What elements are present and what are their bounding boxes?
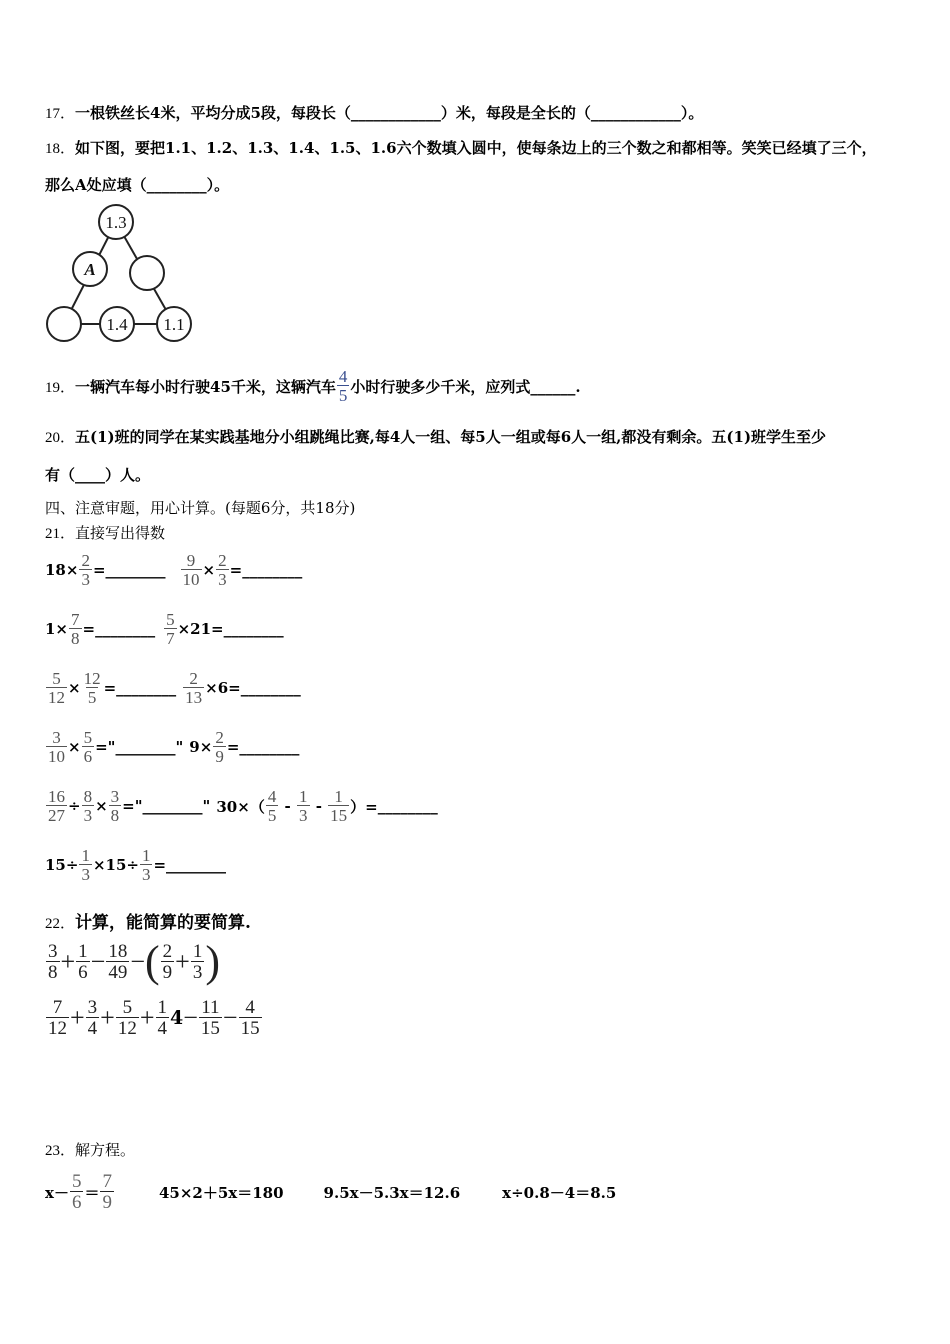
denominator: 9 xyxy=(215,747,224,766)
fraction xyxy=(82,788,95,824)
denominator: 8 xyxy=(48,962,58,983)
expr-text: 15÷ xyxy=(45,856,79,874)
numerator: 3 xyxy=(52,728,61,747)
fraction xyxy=(213,729,226,765)
denominator: 6 xyxy=(83,747,93,766)
fraction xyxy=(239,998,262,1038)
numerator: 1 xyxy=(141,846,151,865)
circle-bottom-mid-label: 1.4 xyxy=(106,315,128,334)
denominator: 3 xyxy=(299,806,308,825)
numerator: 18 xyxy=(108,941,128,962)
fraction xyxy=(79,847,92,883)
numerator: 2 xyxy=(215,728,224,747)
fraction xyxy=(82,670,103,706)
q21-row-2: 1× $\frac{7}{8}$ = ________ $\frac{5}{7}$ ×21= ________ xyxy=(45,610,284,648)
fraction xyxy=(69,611,82,647)
numerator: 5 xyxy=(83,728,93,747)
denominator: 3 xyxy=(218,570,227,589)
denominator: 12 xyxy=(48,1018,67,1039)
numerator: 5 xyxy=(122,997,133,1018)
numerator: 2 xyxy=(189,669,198,688)
denominator: 10 xyxy=(48,747,65,766)
denominator: 13 xyxy=(185,688,203,707)
expr-text: ×21= xyxy=(177,620,224,638)
answer-blank: ________ xyxy=(142,797,203,815)
answer-blank: ________ xyxy=(116,679,177,697)
denominator: 3 xyxy=(81,570,90,589)
fraction xyxy=(140,847,153,883)
fraction xyxy=(116,998,139,1038)
question-23-title xyxy=(45,1139,135,1160)
numerator: 1 xyxy=(157,997,168,1018)
denominator: 27 xyxy=(48,806,65,825)
question-number: 22． xyxy=(45,916,76,932)
question-text: 那么A处应填（________）。 xyxy=(45,176,230,194)
numerator: 16 xyxy=(48,787,65,806)
fraction xyxy=(70,1172,84,1212)
expr-text: 1× xyxy=(45,620,69,638)
question-text: 一辆汽车每小时行驶45千米，这辆汽车 xyxy=(75,377,336,396)
denominator: 15 xyxy=(330,806,348,825)
fraction xyxy=(164,611,177,647)
question-number: 19． xyxy=(45,379,76,396)
question-17 xyxy=(45,102,703,123)
numerator: 7 xyxy=(71,610,80,629)
q21-row-1: 18× $\frac{2}{3}$ = ________ $\frac{9}{10}$ × $\frac{2}{3}$ = ________ xyxy=(45,551,303,589)
section-4-title xyxy=(45,497,355,518)
denominator: 8 xyxy=(110,806,120,825)
question-number: 17． xyxy=(45,106,76,122)
fraction xyxy=(76,942,90,982)
numerator: 7 xyxy=(102,1171,112,1192)
question-text: 小时行驶多少千米，应列式______. xyxy=(350,377,581,396)
q23-equations xyxy=(45,1172,616,1212)
denominator: 4 xyxy=(157,1018,168,1039)
denominator: 5 xyxy=(338,386,348,405)
fraction xyxy=(46,670,67,706)
question-number: 18． xyxy=(45,141,76,157)
numerator: 11 xyxy=(201,997,220,1018)
numerator: 2 xyxy=(162,941,173,962)
expr-text: 30×（ xyxy=(216,797,265,816)
fraction xyxy=(46,788,67,824)
equation-3: 9.5x－5.3x＝12.6 xyxy=(323,1183,461,1202)
denominator: 5 xyxy=(87,688,97,707)
expr-text: " xyxy=(175,738,184,756)
answer-blank: ________ xyxy=(115,738,176,756)
numerator: 5 xyxy=(166,610,175,629)
expr-text: ×15÷ xyxy=(92,856,139,874)
answer-blank: ________ xyxy=(240,679,301,697)
denominator: 3 xyxy=(81,865,90,884)
denominator: 5 xyxy=(267,806,277,825)
denominator: 3 xyxy=(192,962,203,983)
question-number: 21． xyxy=(45,526,76,542)
q22-expression-2: $\frac{7}{12}$ + $\frac{3}{4}$ + $\frac{5}{12}$ + $\frac{1}{4}$ 4 − $\frac{11}{15}$ − $\frac{4}{15}$ xyxy=(48,997,260,1039)
question-number: 23． xyxy=(45,1143,76,1159)
question-21-title xyxy=(45,522,165,543)
numerator: 9 xyxy=(186,551,196,570)
fraction xyxy=(199,998,222,1038)
answer-blank: ________ xyxy=(377,797,438,815)
expr-text: " xyxy=(202,797,211,815)
denominator: 8 xyxy=(71,629,80,648)
question-text: 有（____）人。 xyxy=(45,466,151,484)
fraction xyxy=(161,942,175,982)
answer-blank: ________ xyxy=(166,856,227,874)
numerator: 3 xyxy=(48,941,58,962)
expr-text: =" xyxy=(95,738,116,756)
question-text: 一根铁丝长4米，平均分成5段，每段长（____________）米，每段是全长的（____________）。 xyxy=(75,104,704,122)
fraction xyxy=(82,729,95,765)
equation-text: x－ xyxy=(45,1183,69,1202)
expr-text: 9× xyxy=(189,738,213,756)
fraction xyxy=(46,942,60,982)
circle-bottom-right-label: 1.1 xyxy=(163,315,185,334)
section-title: 四、注意审题，用心计算。(每题6分，共18分) xyxy=(45,499,356,517)
circle-bottom-left xyxy=(47,307,81,341)
q21-row-5: $\frac{16}{27}$ ÷ $\frac{8}{3}$ × $\frac{3}{8}$ =" ________ " 30×（ $\frac{4}{5}$ - $\frac{1}{3}$ - $\frac{1}{15}$ ）= ________ xyxy=(48,787,438,825)
numerator: 4 xyxy=(338,367,348,386)
denominator: 15 xyxy=(200,1018,220,1039)
fraction xyxy=(216,552,229,588)
q21-row-3: $\frac{5}{12}$ × $\frac{12}{5}$ = ________ $\frac{2}{13}$ ×6= ________ xyxy=(48,669,301,707)
numerator: 3 xyxy=(110,787,120,806)
question-20-line2 xyxy=(45,464,150,485)
numerator: 1 xyxy=(192,941,203,962)
question-text: 计算，能简算的要简算. xyxy=(75,913,251,933)
answer-blank: ________ xyxy=(223,620,284,638)
numerator: 3 xyxy=(87,997,98,1018)
numerator: 4 xyxy=(267,787,277,806)
denominator: 4 xyxy=(87,1018,98,1039)
fraction xyxy=(328,788,349,824)
fraction xyxy=(46,729,67,765)
q22-expression-1: $\frac{3}{8}$ + $\frac{1}{6}$ − $\frac{18}{49}$ − ( $\frac{2}{9}$ + $\frac{1}{3}$ ) xyxy=(48,937,220,986)
answer-blank: ________ xyxy=(239,738,300,756)
expr-text: 18× xyxy=(45,561,79,579)
fraction xyxy=(181,552,202,588)
fraction xyxy=(266,788,279,824)
fraction xyxy=(183,670,204,706)
equation-text: ＝ xyxy=(84,1183,100,1202)
triangle-circle-diagram xyxy=(44,202,199,345)
fraction xyxy=(106,942,129,982)
denominator: 9 xyxy=(102,1192,112,1213)
answer-blank: ________ xyxy=(105,561,166,579)
question-20-line1 xyxy=(45,426,826,447)
numerator: 1 xyxy=(334,787,343,806)
denominator: 49 xyxy=(108,962,128,983)
question-text: 直接写出得数 xyxy=(75,524,166,542)
q21-row-6: 15÷ $\frac{1}{3}$ ×15÷ $\frac{1}{3}$ = ________ xyxy=(45,846,227,884)
numerator: 5 xyxy=(52,669,61,688)
numerator: 1 xyxy=(299,787,308,806)
denominator: 3 xyxy=(83,806,93,825)
denominator: 6 xyxy=(71,1192,82,1213)
numerator: 1 xyxy=(81,846,90,865)
denominator: 7 xyxy=(166,629,175,648)
question-19 xyxy=(45,368,581,404)
numerator: 4 xyxy=(245,997,255,1018)
equation-2: 45×2＋5x＝180 xyxy=(158,1183,284,1202)
question-18-line2 xyxy=(45,174,229,195)
fraction xyxy=(79,552,92,588)
numerator: 7 xyxy=(52,997,63,1018)
numerator: 8 xyxy=(83,787,93,806)
circle-top-label: 1.3 xyxy=(105,213,127,232)
expr-text: ）= xyxy=(350,797,378,816)
expr-text: 4 xyxy=(170,1007,184,1029)
equation-4: x÷0.8－4＝8.5 xyxy=(502,1183,617,1202)
numerator: 1 xyxy=(78,941,88,962)
q21-row-4: $\frac{3}{10}$ × $\frac{5}{6}$ =" ________ " 9× $\frac{2}{9}$ = ________ xyxy=(48,728,300,766)
numerator: 5 xyxy=(71,1171,82,1192)
expr-text: ×6= xyxy=(205,679,241,697)
answer-blank: ________ xyxy=(242,561,303,579)
fraction xyxy=(297,788,310,824)
question-22-title xyxy=(45,908,251,933)
fraction xyxy=(191,942,205,982)
denominator: 6 xyxy=(78,962,88,983)
denominator: 3 xyxy=(141,865,151,884)
fraction xyxy=(86,998,100,1038)
question-18-line1 xyxy=(45,137,877,158)
fraction xyxy=(46,998,69,1038)
fraction xyxy=(156,998,170,1038)
fraction xyxy=(100,1172,114,1212)
fraction xyxy=(109,788,122,824)
question-text: 解方程。 xyxy=(75,1141,136,1159)
question-text: 如下图，要把1.1、1.2、1.3、1.4、1.5、1.6六个数填入圆中，使每条边上的三个数之和都相等。笑笑已经填了三个， xyxy=(75,139,877,157)
question-text: 五(1)班的同学在某实践基地分小组跳绳比赛,每4人一组、每5人一组或每6人一组,都没有剩余。五(1)班学生至少 xyxy=(75,428,827,446)
answer-blank: ________ xyxy=(95,620,156,638)
numerator: 2 xyxy=(81,551,90,570)
circle-right-mid xyxy=(130,256,164,290)
denominator: 12 xyxy=(117,1018,137,1039)
denominator: 9 xyxy=(162,962,173,983)
numerator: 12 xyxy=(83,669,101,688)
denominator: 10 xyxy=(182,570,200,589)
denominator: 12 xyxy=(48,688,65,707)
circle-left-mid-label: A xyxy=(84,260,96,279)
fraction xyxy=(337,368,350,404)
numerator: 2 xyxy=(218,551,227,570)
denominator: 15 xyxy=(240,1018,260,1039)
expr-text: =" xyxy=(122,797,143,815)
question-number: 20． xyxy=(45,430,76,446)
